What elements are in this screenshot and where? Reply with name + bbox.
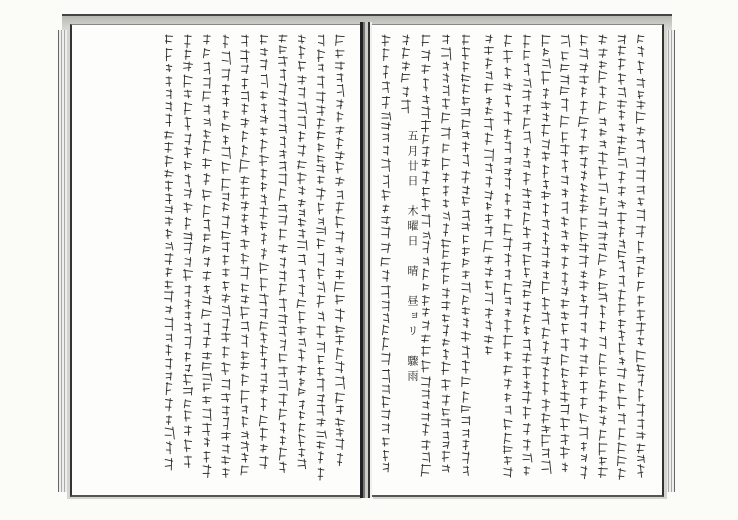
handwriting-column — [442, 35, 451, 472]
handwriting-column — [484, 35, 494, 354]
handwriting-column — [560, 35, 570, 472]
handwriting-column — [297, 35, 307, 469]
handwriting-column — [165, 35, 175, 470]
handwriting-column — [504, 35, 513, 477]
handwriting-column — [317, 35, 326, 480]
handwriting-column — [279, 35, 288, 473]
handwriting-column — [260, 35, 269, 469]
handwriting-column — [240, 35, 249, 475]
handwriting-column — [618, 35, 627, 479]
handwriting-column — [637, 35, 646, 477]
handwriting-column — [334, 35, 344, 466]
handwriting-column — [222, 35, 231, 477]
handwriting-column — [421, 35, 430, 476]
handwriting-column — [542, 35, 551, 474]
handwriting-column — [402, 35, 411, 113]
handwriting-column — [462, 35, 471, 475]
handwriting-column — [381, 35, 391, 472]
handwriting-column — [579, 35, 589, 479]
handwriting-column — [598, 35, 607, 478]
handwriting-column — [202, 35, 212, 478]
handwriting-column — [184, 35, 193, 468]
handwriting-column — [523, 35, 532, 475]
diary-date-line: 五月廿日 木曜日 晴 昼ョリ 驟雨 — [406, 130, 419, 385]
